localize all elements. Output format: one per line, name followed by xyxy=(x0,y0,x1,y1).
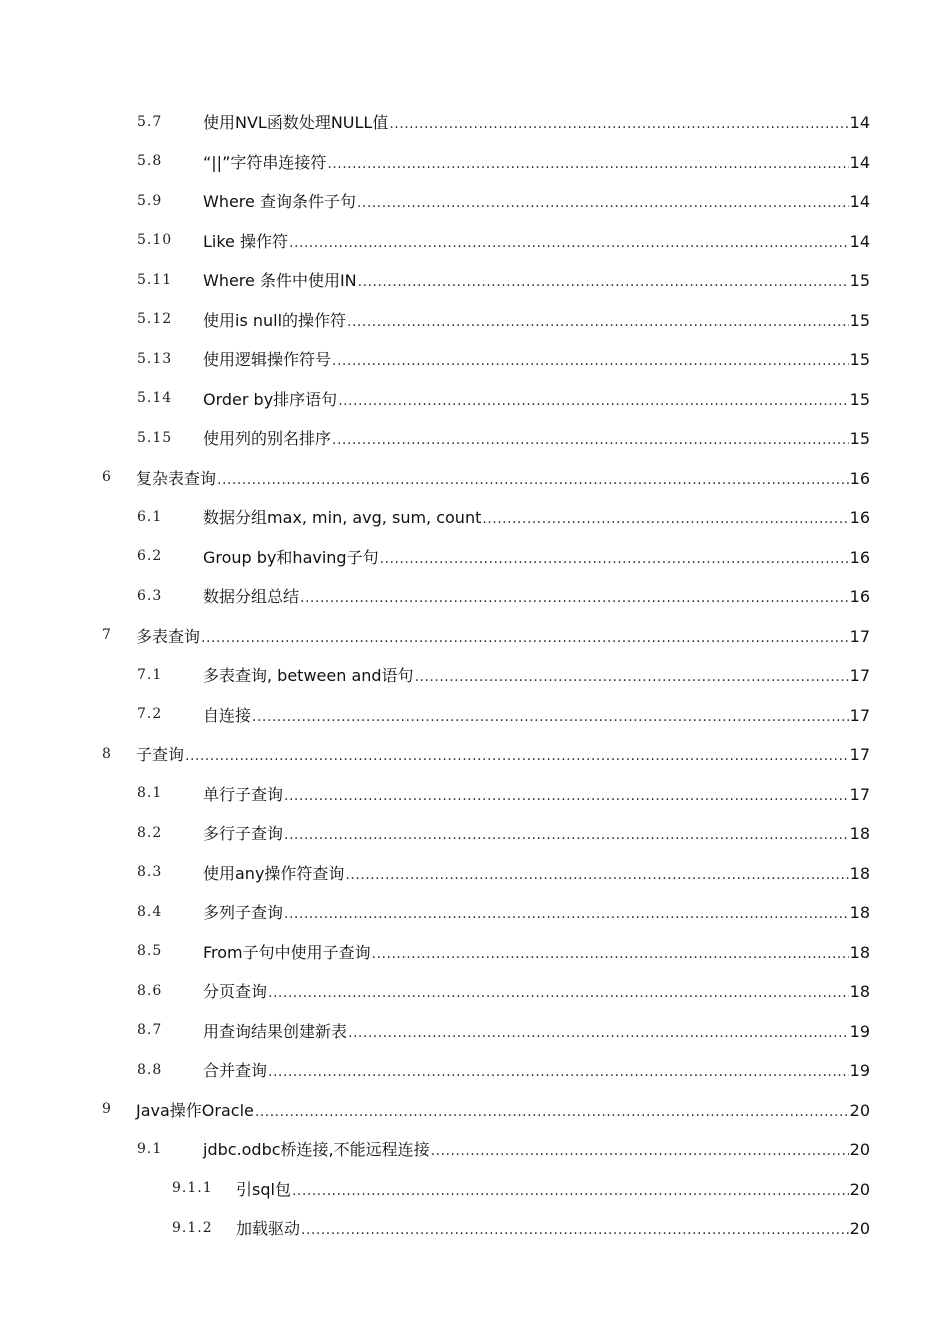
toc-entry-title: Group by和having子句 xyxy=(203,547,379,567)
toc-dot-leader xyxy=(372,946,849,962)
toc-entry-line xyxy=(203,861,870,884)
toc-entry-page-number: 17 xyxy=(849,626,870,646)
toc-dot-leader xyxy=(284,906,849,922)
toc-entry-number: 9.1 xyxy=(137,1140,163,1157)
toc-entry[interactable] xyxy=(0,497,950,537)
toc-dot-leader xyxy=(347,314,849,330)
toc-dot-leader xyxy=(252,709,849,725)
toc-entry-number: 5.10 xyxy=(137,232,173,249)
toc-dot-leader xyxy=(284,827,849,843)
toc-entry-page-number: 16 xyxy=(849,587,870,607)
toc-entry-page-number: 18 xyxy=(849,982,870,1002)
table-of-contents xyxy=(0,102,950,1248)
toc-entry-title: 引sql包 xyxy=(236,1179,291,1199)
toc-entry-page-number: 15 xyxy=(849,350,870,370)
toc-dot-leader xyxy=(289,235,849,251)
toc-entry-number: 8.6 xyxy=(137,982,163,999)
toc-entry-number: 5.15 xyxy=(137,429,173,446)
toc-entry-page-number: 19 xyxy=(849,1021,870,1041)
toc-entry-line xyxy=(203,268,870,291)
toc-entry-line xyxy=(136,1098,870,1121)
toc-entry-line xyxy=(203,782,870,805)
toc-entry-page-number: 16 xyxy=(849,508,870,528)
toc-entry-page-number: 16 xyxy=(849,547,870,567)
toc-entry-line xyxy=(236,1177,870,1200)
toc-entry-number: 8.1 xyxy=(137,785,163,802)
toc-entry-number: 8.3 xyxy=(137,864,163,881)
toc-entry[interactable] xyxy=(0,1129,950,1169)
toc-entry-number: 9.1.1 xyxy=(172,1180,213,1197)
toc-entry[interactable] xyxy=(0,418,950,458)
toc-entry-page-number: 18 xyxy=(849,942,870,962)
toc-dot-leader xyxy=(284,788,849,804)
toc-entry-number: 8.8 xyxy=(137,1061,163,1078)
toc-entry-number: 8.5 xyxy=(137,943,163,960)
toc-entry-number: 8.4 xyxy=(137,903,163,920)
toc-entry[interactable] xyxy=(0,379,950,419)
toc-entry-page-number: 14 xyxy=(849,152,870,172)
toc-entry-title: 使用any操作符查询 xyxy=(203,863,345,883)
toc-entry-line xyxy=(203,505,870,528)
toc-entry-number: 6.3 xyxy=(137,587,163,604)
toc-dot-leader xyxy=(389,116,848,132)
toc-entry-number: 5.13 xyxy=(137,350,173,367)
toc-entry-line xyxy=(136,466,870,489)
toc-entry-title: 用查询结果创建新表 xyxy=(203,1021,348,1041)
toc-entry-number: 6.1 xyxy=(137,508,163,525)
toc-entry-line xyxy=(203,387,870,410)
toc-entry-line xyxy=(203,584,870,607)
toc-entry-title: 数据分组总结 xyxy=(203,587,300,607)
toc-entry-page-number: 15 xyxy=(849,271,870,291)
toc-dot-leader xyxy=(431,1143,849,1159)
toc-entry[interactable] xyxy=(0,1169,950,1209)
toc-entry-title: 子查询 xyxy=(136,745,185,765)
toc-entry[interactable] xyxy=(0,853,950,893)
toc-dot-leader xyxy=(332,432,849,448)
toc-entry[interactable] xyxy=(0,142,950,182)
toc-entry-line xyxy=(203,1019,870,1042)
toc-entry-line xyxy=(203,1058,870,1081)
toc-entry-number: 7.1 xyxy=(137,666,163,683)
toc-entry-title: 数据分组max, min, avg, sum, count xyxy=(203,508,482,528)
toc-entry-line xyxy=(203,308,870,331)
toc-entry[interactable] xyxy=(0,339,950,379)
toc-entry-title: 使用is null的操作符 xyxy=(203,310,347,330)
toc-entry[interactable] xyxy=(0,300,950,340)
toc-entry-title: 合并查询 xyxy=(203,1061,268,1081)
toc-entry-number: 7.2 xyxy=(137,706,163,723)
toc-entry[interactable] xyxy=(0,655,950,695)
toc-entry[interactable] xyxy=(0,576,950,616)
toc-entry[interactable] xyxy=(0,537,950,577)
toc-entry-page-number: 20 xyxy=(849,1100,870,1120)
toc-dot-leader xyxy=(415,669,849,685)
toc-entry-page-number: 16 xyxy=(849,468,870,488)
toc-entry[interactable] xyxy=(0,1050,950,1090)
toc-entry[interactable] xyxy=(0,774,950,814)
toc-entry[interactable] xyxy=(0,734,950,774)
toc-entry-title: 使用列的别名排序 xyxy=(203,429,332,449)
toc-entry-line xyxy=(203,663,870,686)
toc-entry-number: 5.11 xyxy=(137,271,173,288)
toc-entry-page-number: 20 xyxy=(849,1219,870,1239)
toc-entry-title: Java操作Oracle xyxy=(136,1100,254,1120)
toc-entry-line xyxy=(203,979,870,1002)
toc-entry-page-number: 19 xyxy=(849,1061,870,1081)
toc-entry-line xyxy=(236,1216,870,1239)
toc-entry[interactable] xyxy=(0,181,950,221)
toc-entry-page-number: 15 xyxy=(849,310,870,330)
toc-entry[interactable] xyxy=(0,1011,950,1051)
toc-dot-leader xyxy=(482,511,848,527)
toc-entry-line xyxy=(203,821,870,844)
toc-entry-line xyxy=(203,110,870,133)
toc-entry-page-number: 15 xyxy=(849,389,870,409)
toc-entry[interactable] xyxy=(0,616,950,656)
toc-entry-title: 多表查询 xyxy=(136,626,201,646)
toc-entry-number: 5.8 xyxy=(137,153,163,170)
toc-entry-line xyxy=(203,900,870,923)
toc-entry-page-number: 18 xyxy=(849,903,870,923)
toc-entry-number: 9 xyxy=(102,1101,112,1118)
toc-entry-page-number: 17 xyxy=(849,666,870,686)
toc-dot-leader xyxy=(201,630,849,646)
toc-entry-title: Order by排序语句 xyxy=(203,389,338,409)
toc-entry-line xyxy=(203,940,870,963)
toc-entry[interactable] xyxy=(0,1208,950,1248)
toc-entry[interactable] xyxy=(0,813,950,853)
toc-dot-leader xyxy=(327,156,848,172)
toc-entry-title: 加载驱动 xyxy=(236,1219,301,1239)
toc-entry-page-number: 14 xyxy=(849,192,870,212)
toc-dot-leader xyxy=(301,1222,849,1238)
toc-entry-title: 复杂表查询 xyxy=(136,468,217,488)
toc-entry-title: Like 操作符 xyxy=(203,231,288,251)
toc-entry[interactable] xyxy=(0,102,950,142)
toc-entry-page-number: 20 xyxy=(849,1140,870,1160)
toc-entry-number: 9.1.2 xyxy=(172,1219,213,1236)
toc-dot-leader xyxy=(185,748,849,764)
toc-entry-number: 8.7 xyxy=(137,1022,163,1039)
toc-entry-title: 单行子查询 xyxy=(203,784,284,804)
toc-entry-number: 5.7 xyxy=(137,113,163,130)
toc-entry-number: 6 xyxy=(102,469,112,486)
toc-dot-leader xyxy=(358,274,849,290)
toc-entry-page-number: 18 xyxy=(849,824,870,844)
toc-entry[interactable] xyxy=(0,892,950,932)
toc-entry-number: 5.9 xyxy=(137,192,163,209)
toc-entry-title: 使用逻辑操作符号 xyxy=(203,350,332,370)
toc-entry-title: 多列子查询 xyxy=(203,903,284,923)
toc-entry-number: 5.12 xyxy=(137,311,173,328)
toc-entry-line xyxy=(136,742,870,765)
toc-dot-leader xyxy=(348,1025,849,1041)
toc-entry-title: 多表查询, between and语句 xyxy=(203,666,414,686)
toc-entry-number: 7 xyxy=(102,627,112,644)
toc-entry-title: jdbc.odbc桥连接,不能远程连接 xyxy=(203,1140,430,1160)
toc-dot-leader xyxy=(300,590,849,606)
toc-dot-leader xyxy=(357,195,849,211)
toc-dot-leader xyxy=(292,1183,849,1199)
toc-entry[interactable] xyxy=(0,1090,950,1130)
toc-dot-leader xyxy=(345,867,848,883)
toc-dot-leader xyxy=(338,393,848,409)
toc-entry-number: 5.14 xyxy=(137,390,173,407)
toc-dot-leader xyxy=(332,353,849,369)
toc-entry-page-number: 14 xyxy=(849,113,870,133)
toc-entry[interactable] xyxy=(0,260,950,300)
toc-entry-page-number: 18 xyxy=(849,863,870,883)
toc-entry[interactable] xyxy=(0,971,950,1011)
toc-entry-page-number: 17 xyxy=(849,745,870,765)
toc-entry[interactable] xyxy=(0,221,950,261)
toc-entry-title: Where 条件中使用IN xyxy=(203,271,357,291)
toc-entry-line xyxy=(203,545,870,568)
toc-entry-title: “||”字符串连接符 xyxy=(203,152,327,172)
toc-entry-number: 8.2 xyxy=(137,824,163,841)
toc-entry-title: 分页查询 xyxy=(203,982,268,1002)
toc-entry-page-number: 17 xyxy=(849,784,870,804)
toc-entry-line xyxy=(136,624,870,647)
toc-entry-title: Where 查询条件子句 xyxy=(203,192,356,212)
toc-entry-line xyxy=(203,1137,870,1160)
toc-entry-page-number: 20 xyxy=(849,1179,870,1199)
toc-entry-page-number: 17 xyxy=(849,705,870,725)
toc-entry-line xyxy=(203,189,870,212)
toc-entry-page-number: 14 xyxy=(849,231,870,251)
toc-entry[interactable] xyxy=(0,695,950,735)
toc-entry-title: From子句中使用子查询 xyxy=(203,942,371,962)
toc-entry-line xyxy=(203,347,870,370)
toc-entry-page-number: 15 xyxy=(849,429,870,449)
toc-entry-title: 使用NVL函数处理NULL值 xyxy=(203,113,389,133)
toc-dot-leader xyxy=(268,1064,849,1080)
toc-dot-leader xyxy=(380,551,849,567)
toc-dot-leader xyxy=(268,985,849,1001)
toc-dot-leader xyxy=(217,472,849,488)
toc-entry-line xyxy=(203,703,870,726)
toc-entry-title: 多行子查询 xyxy=(203,824,284,844)
toc-entry-line xyxy=(203,150,870,173)
toc-entry[interactable] xyxy=(0,458,950,498)
toc-dot-leader xyxy=(255,1104,849,1120)
toc-entry-line xyxy=(203,426,870,449)
toc-entry[interactable] xyxy=(0,932,950,972)
toc-entry-line xyxy=(203,229,870,252)
toc-entry-number: 8 xyxy=(102,745,112,762)
toc-entry-number: 6.2 xyxy=(137,548,163,565)
toc-entry-title: 自连接 xyxy=(203,705,252,725)
